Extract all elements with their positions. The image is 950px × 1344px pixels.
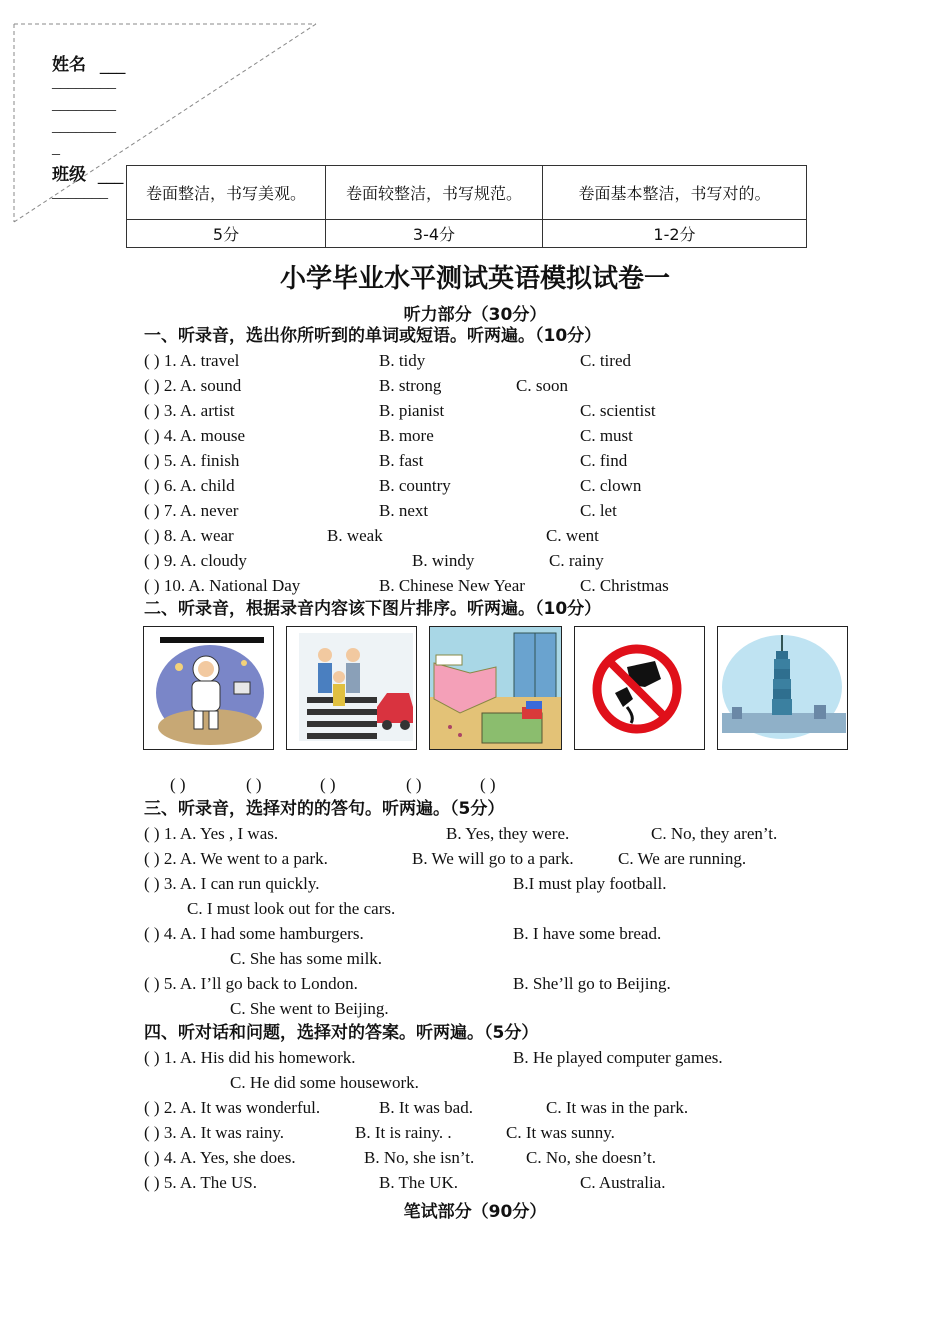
section1-heading: 一、听录音，选出你所听到的单词或短语。听两遍。（10分） [144,326,602,346]
option-a[interactable]: ( ) 4. A. mouse [144,426,246,445]
section4-heading: 四、听对话和问题，选择对的答案。听两遍。（5分） [144,1023,539,1043]
class-underline: _______ [52,184,108,201]
option-c[interactable]: C. must [580,426,633,445]
option-a[interactable]: ( ) 4. A. Yes, she does. [144,1148,296,1167]
answer-blank-2[interactable]: ( ) [246,775,262,794]
option-a[interactable]: ( ) 4. A. I had some hamburgers. [144,924,364,943]
score-value-3: 1-2分 [543,220,807,248]
option-b[interactable]: B. We will go to a park. [412,849,574,868]
option-a[interactable]: ( ) 1. A. His did his homework. [144,1048,356,1067]
option-b[interactable]: B. The UK. [379,1173,459,1192]
option-c[interactable]: C. He did some housework. [230,1073,419,1092]
option-a[interactable]: ( ) 5. A. The US. [144,1173,258,1192]
answer-blank-1[interactable]: ( ) [170,775,186,794]
score-value-1: 5分 [127,220,326,248]
listening-title: 听力部分（30分） [403,305,547,325]
bedroom-picture [429,626,562,750]
option-b[interactable]: B. strong [379,376,442,395]
astronaut-picture [143,626,274,750]
name-field[interactable] [52,50,125,75]
score-cell-2: 卷面较整洁，书写规范。 [326,166,543,220]
option-b[interactable]: B. No, she isn’t. [364,1148,475,1167]
section3-heading: 三、听录音，选择对的的答句。听两遍。（5分） [144,799,505,819]
option-b[interactable]: B. country [379,476,451,495]
option-b[interactable]: B. He played computer games. [513,1048,723,1067]
option-b[interactable]: B. pianist [379,401,445,420]
name-underline-4: _ [52,140,60,157]
option-c[interactable]: C. It was sunny. [506,1123,615,1142]
option-b[interactable]: B. Chinese New Year [379,576,525,595]
score-cell-3: 卷面基本整洁，书写对的。 [543,166,807,220]
score-value-2: 3-4分 [326,220,543,248]
answer-blank-4[interactable]: ( ) [406,775,422,794]
answer-blank-5[interactable]: ( ) [480,775,496,794]
option-b[interactable]: B.I must play football. [513,874,667,893]
crosswalk-picture [286,626,417,750]
option-b[interactable]: B. I have some bread. [513,924,662,943]
option-c[interactable]: C. soon [516,376,568,395]
score-table [126,165,807,248]
option-c[interactable]: C. It was in the park. [546,1098,689,1117]
name-underline-1: ________ [52,74,116,91]
name-blank: ___ [99,55,126,75]
page-title: 小学毕业水平测试英语模拟试卷一 [279,264,670,294]
option-a[interactable]: ( ) 5. A. I’ll go back to London. [144,974,358,993]
no-littering-sign-picture [574,626,705,750]
score-cell-1: 卷面整洁，书写美观。 [127,166,326,220]
option-a[interactable]: ( ) 3. A. I can run quickly. [144,874,320,893]
option-a[interactable]: ( ) 1. A. Yes , I was. [144,824,279,843]
option-c[interactable]: C. scientist [580,401,656,420]
option-c[interactable]: C. let [580,501,617,520]
option-c[interactable]: C. went [546,526,599,545]
option-a[interactable]: ( ) 3. A. It was rainy. [144,1123,285,1142]
option-a[interactable]: ( ) 9. A. cloudy [144,551,247,570]
option-c[interactable]: C. She has some milk. [230,949,383,968]
option-c[interactable]: C. No, she doesn’t. [526,1148,657,1167]
option-c[interactable]: C. find [580,451,628,470]
option-b[interactable]: B. It was bad. [379,1098,473,1117]
option-a[interactable]: ( ) 2. A. sound [144,376,242,395]
option-a[interactable]: ( ) 6. A. child [144,476,235,495]
class-field[interactable] [52,160,123,185]
tower-picture [717,626,848,750]
name-label: 姓名 [52,55,86,75]
option-b[interactable]: B. weak [327,526,383,545]
option-b[interactable]: B. fast [379,451,424,470]
option-c[interactable]: C. We are running. [618,849,747,868]
option-b[interactable]: B. She’ll go to Beijing. [513,974,671,993]
option-c[interactable]: C. I must look out for the cars. [187,899,396,918]
option-b[interactable]: B. It is rainy. . [355,1123,452,1142]
option-c[interactable]: C. rainy [549,551,604,570]
class-blank: ___ [97,165,124,185]
option-c[interactable]: C. She went to Beijing. [230,999,389,1018]
class-label: 班级 [52,165,86,185]
answer-blank-3[interactable]: ( ) [320,775,336,794]
option-a[interactable]: ( ) 1. A. travel [144,351,240,370]
option-b[interactable]: B. more [379,426,434,445]
section2-heading: 二、听录音，根据录音内容该下图片排序。听两遍。（10分） [144,599,602,619]
option-c[interactable]: C. No, they aren’t. [651,824,778,843]
option-a[interactable]: ( ) 8. A. wear [144,526,234,545]
option-b[interactable]: B. tidy [379,351,426,370]
option-c[interactable]: C. clown [580,476,642,495]
option-c[interactable]: C. Australia. [580,1173,666,1192]
name-underline-3: ________ [52,118,116,135]
option-b[interactable]: B. windy [412,551,475,570]
option-a[interactable]: ( ) 2. A. We went to a park. [144,849,328,868]
option-c[interactable]: C. Christmas [580,576,669,595]
option-a[interactable]: ( ) 5. A. finish [144,451,240,470]
option-a[interactable]: ( ) 3. A. artist [144,401,235,420]
option-a[interactable]: ( ) 10. A. National Day [144,576,301,595]
written-title: 笔试部分（90分） [403,1202,547,1222]
option-b[interactable]: B. next [379,501,429,520]
name-underline-2: ________ [52,96,116,113]
option-a[interactable]: ( ) 2. A. It was wonderful. [144,1098,321,1117]
option-b[interactable]: B. Yes, they were. [446,824,570,843]
option-a[interactable]: ( ) 7. A. never [144,501,239,520]
option-c[interactable]: C. tired [580,351,631,370]
